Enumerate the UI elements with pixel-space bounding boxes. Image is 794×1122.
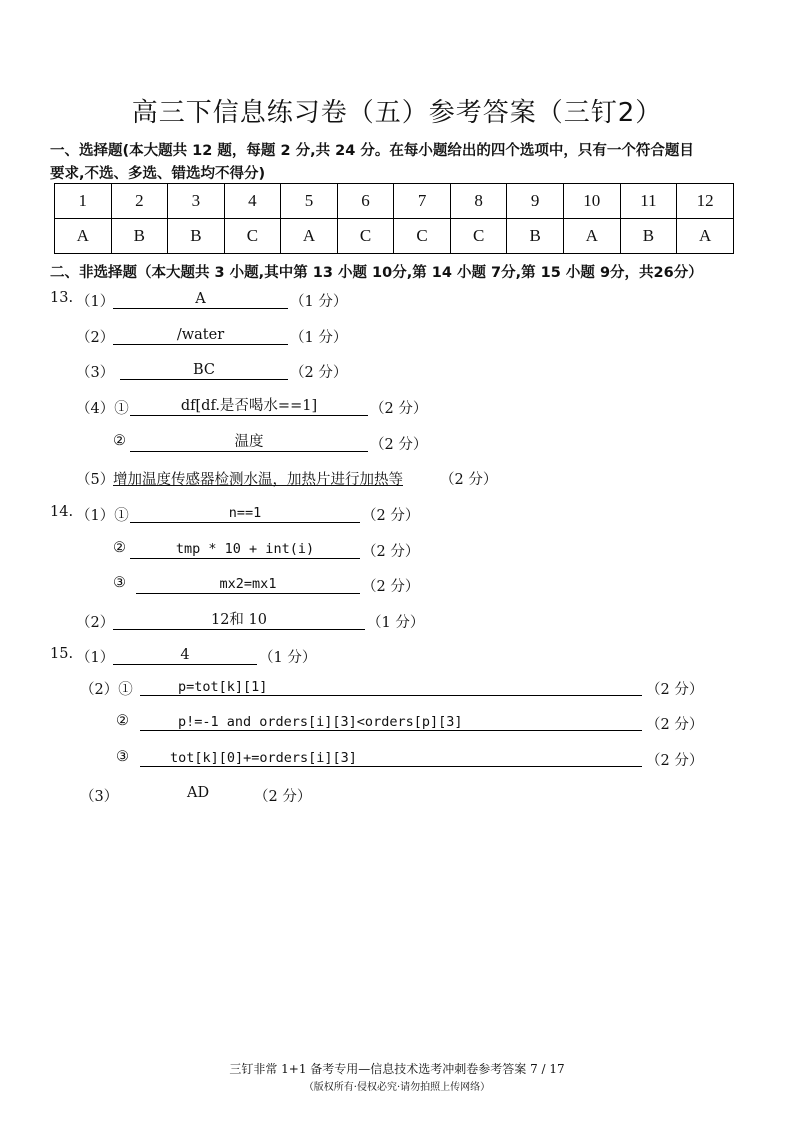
q14-1b-points: （2 分） (362, 544, 420, 560)
q15-2b-points: （2 分） (646, 717, 704, 733)
question-number: 11 (620, 184, 677, 219)
q14-label: 14. (50, 504, 74, 520)
section1-heading-line1: 一、选择题(本大题共 12 题，每题 2 分,共 24 分。在每小题给出的四个选项中，只有一个符合题目 (50, 143, 694, 159)
q15-3-answer: AD (187, 785, 210, 801)
q14-1c-answer: mx2=mx1 (136, 575, 360, 594)
question-number: 2 (111, 184, 168, 219)
q13-4a-answer: df[df.是否喝水==1] (130, 397, 368, 416)
question-number: 12 (677, 184, 734, 219)
q14-1c-points: （2 分） (362, 579, 420, 595)
answer-table-number-row (55, 184, 734, 219)
q13-3-points: （2 分） (290, 365, 348, 381)
answer-cell: A (563, 219, 620, 254)
answer-cell: A (55, 219, 112, 254)
question-number: 5 (281, 184, 338, 219)
q13-label: 13. (50, 290, 74, 306)
q14-1b-answer: tmp * 10 + int(i) (130, 540, 360, 559)
q13-1-points: （1 分） (290, 294, 348, 310)
q14-1b-tag: ② (113, 540, 126, 556)
q13-3-answer: BC (120, 361, 288, 380)
q13-3-tag: （3） (76, 365, 115, 381)
answer-cell: B (507, 219, 564, 254)
q13-4b-answer: 温度 (130, 433, 368, 452)
q15-3-tag: （3） (80, 789, 119, 805)
footer-line1: 三钉非常 1+1 备考专用—信息技术选考冲刺卷参考答案 7 / 17 (229, 1062, 565, 1076)
q13-1-tag: （1） (76, 294, 115, 310)
q13-5-points: （2 分） (440, 472, 498, 488)
q14-1a-answer: n==1 (130, 504, 360, 523)
question-number: 8 (450, 184, 507, 219)
q13-4b-points: （2 分） (370, 437, 428, 453)
answer-cell: B (111, 219, 168, 254)
q13-2-answer: /water (113, 326, 288, 345)
footer-line2: （版权所有·侵权必究·请勿拍照上传网络） (303, 1082, 491, 1093)
answer-cell: C (450, 219, 507, 254)
q14-2-tag: （2） (76, 615, 115, 631)
section1-heading-line2: 要求,不选、多选、错选均不得分) (50, 166, 266, 182)
question-number: 4 (224, 184, 281, 219)
q13-2-points: （1 分） (290, 330, 348, 346)
q15-label: 15. (50, 646, 74, 662)
answer-table-answer-row (55, 219, 734, 254)
answer-cell: A (281, 219, 338, 254)
q13-5-tag: （5） (76, 472, 115, 488)
q14-2-answer: 12和 10 (113, 611, 365, 630)
q13-2-tag: （2） (76, 330, 115, 346)
q13-4b-tag: ② (113, 433, 126, 449)
answer-cell: C (337, 219, 394, 254)
answer-cell: B (168, 219, 225, 254)
question-number: 1 (55, 184, 112, 219)
answer-table (54, 183, 734, 254)
q13-4a-tag: （4）① (76, 401, 129, 417)
q15-2c-points: （2 分） (646, 753, 704, 769)
q15-2a-points: （2 分） (646, 682, 704, 698)
q15-3-points: （2 分） (254, 789, 312, 805)
q15-1-tag: （1） (76, 650, 115, 666)
q15-1-answer: 4 (113, 646, 257, 665)
section2-heading: 二、非选择题（本大题共 3 小题,其中第 13 小题 10分,第 14 小题 7分,第 15 小题 9分，共26分） (50, 265, 703, 281)
q13-1-answer: A (113, 290, 288, 309)
answer-cell: C (394, 219, 451, 254)
answer-cell: C (224, 219, 281, 254)
question-number: 10 (563, 184, 620, 219)
q13-5-answer: 增加温度传感器检测水温，加热片进行加热等 (113, 472, 403, 488)
q15-1-points: （1 分） (259, 650, 317, 666)
q15-2c-tag: ③ (116, 749, 129, 765)
q14-1a-points: （2 分） (362, 508, 420, 524)
q15-2c-answer: tot[k][0]+=orders[i][3] (140, 749, 642, 767)
answer-cell: B (620, 219, 677, 254)
q15-2b-answer: p!=-1 and orders[i][3]<orders[p][3] (140, 713, 642, 731)
q15-2a-answer: p=tot[k][1] (140, 678, 642, 696)
page-title: 高三下信息练习卷（五）参考答案（三钉2） (131, 98, 663, 128)
q15-2b-tag: ② (116, 713, 129, 729)
question-number: 3 (168, 184, 225, 219)
q14-1c-tag: ③ (113, 575, 126, 591)
question-number: 9 (507, 184, 564, 219)
q14-1a-tag: （1）① (76, 508, 129, 524)
q14-2-points: （1 分） (367, 615, 425, 631)
question-number: 6 (337, 184, 394, 219)
q15-2a-tag: （2）① (80, 682, 133, 698)
answer-cell: A (677, 219, 734, 254)
question-number: 7 (394, 184, 451, 219)
q13-4a-points: （2 分） (370, 401, 428, 417)
